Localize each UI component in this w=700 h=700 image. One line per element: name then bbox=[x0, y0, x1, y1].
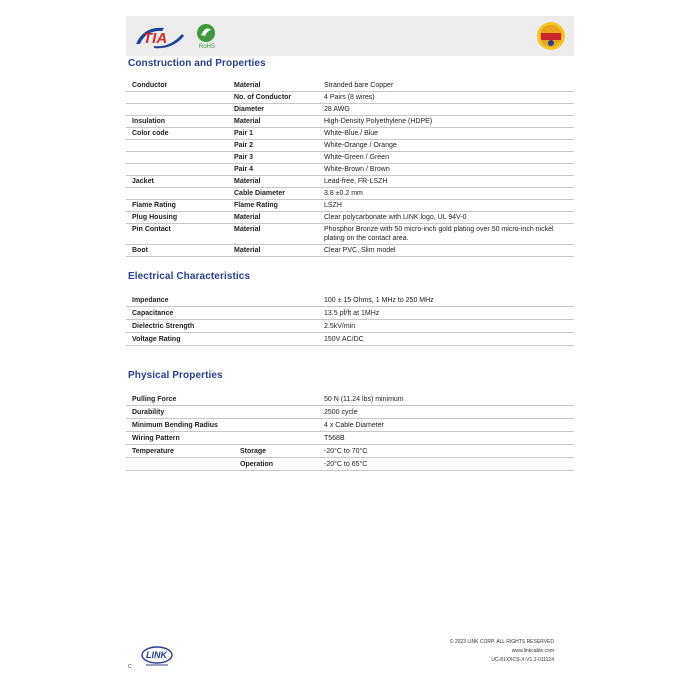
physical-title: Physical Properties bbox=[128, 370, 223, 381]
table-row bbox=[126, 393, 574, 406]
link-logo bbox=[140, 644, 174, 670]
footer-copyright-block bbox=[450, 638, 554, 665]
property-label: Pin Contact bbox=[132, 226, 171, 233]
sub-property-label: Pair 2 bbox=[234, 142, 254, 149]
table-row bbox=[126, 333, 574, 346]
table-row bbox=[126, 152, 574, 164]
datasheet-page bbox=[126, 16, 574, 684]
table-row bbox=[126, 245, 574, 257]
tia-logo bbox=[134, 22, 186, 50]
property-value: White-Orange / Orange bbox=[324, 142, 397, 149]
property-label: Plug Housing bbox=[132, 214, 178, 221]
property-label: Impedance bbox=[132, 297, 169, 304]
table-row bbox=[126, 188, 574, 200]
property-label: Capacitance bbox=[132, 310, 174, 317]
property-value: 3.8 ±0.2 mm bbox=[324, 190, 363, 197]
property-label: Voltage Rating bbox=[132, 336, 181, 343]
sub-property-label: Pair 1 bbox=[234, 130, 254, 137]
sub-property-label: Material bbox=[234, 118, 261, 125]
rohs-logo bbox=[194, 22, 218, 50]
table-row bbox=[126, 445, 574, 458]
sub-property-label: Material bbox=[234, 178, 261, 185]
property-value: 4 x Cable Diameter bbox=[324, 422, 384, 429]
property-value: Clear polycarbonate with LINK logo, UL 94V-0 bbox=[324, 214, 467, 221]
property-label: Conductor bbox=[132, 82, 168, 89]
link-badge bbox=[536, 21, 566, 51]
table-row bbox=[126, 176, 574, 188]
sub-property-label: Flame Rating bbox=[234, 202, 278, 209]
property-label: Dielectric Strength bbox=[132, 323, 195, 330]
document-code: UC-81XXCS-X-V1.1-011124 bbox=[491, 657, 554, 663]
table-row bbox=[126, 432, 574, 445]
sub-property-label: Diameter bbox=[234, 106, 264, 113]
property-value: 100 ± 15 Ohms, 1 MHz to 250 MHz bbox=[324, 297, 434, 304]
website-text: www.linkcable.com bbox=[511, 648, 554, 654]
property-value: White-Blue / Blue bbox=[324, 130, 379, 137]
electrical-title: Electrical Characteristics bbox=[128, 271, 251, 282]
property-value: 4 Pairs (8 wires) bbox=[324, 94, 375, 101]
copyright-text: © 2023 LINK CORP. ALL RIGHTS RESERVED bbox=[449, 639, 554, 645]
table-row bbox=[126, 307, 574, 320]
table-row bbox=[126, 128, 574, 140]
property-value: LSZH bbox=[324, 202, 342, 209]
property-label: Boot bbox=[132, 247, 148, 254]
table-row bbox=[126, 104, 574, 116]
construction-table bbox=[126, 80, 574, 257]
property-value: Stranded bare Copper bbox=[324, 82, 394, 89]
svg-text:RoHS: RoHS bbox=[199, 44, 216, 50]
property-value: 28 AWG bbox=[324, 106, 350, 113]
sub-property-label: Storage bbox=[240, 448, 267, 455]
property-value: 50 N (11.24 lbs) minimum bbox=[324, 396, 404, 403]
property-label: Durability bbox=[132, 409, 165, 416]
sub-property-label: Material bbox=[234, 247, 261, 254]
property-label: Pulling Force bbox=[132, 396, 177, 403]
property-label: Minimum Bending Radius bbox=[132, 422, 218, 429]
sub-property-label: Operation bbox=[240, 461, 274, 468]
property-value: 2.5kV/min bbox=[324, 323, 356, 330]
table-row bbox=[126, 406, 574, 419]
svg-text:TIA: TIA bbox=[143, 30, 168, 47]
property-label: Jacket bbox=[132, 178, 154, 185]
electrical-table bbox=[126, 294, 574, 346]
svg-text:LINK: LINK bbox=[146, 650, 167, 660]
sub-property-label: Pair 4 bbox=[234, 166, 254, 173]
property-value: -20°C to 65°C bbox=[324, 461, 368, 468]
property-value: High-Density Polyethylene (HDPE) bbox=[324, 118, 433, 125]
sub-property-label: No. of Conductor bbox=[234, 94, 292, 101]
property-value: White-Brown / Brown bbox=[324, 166, 390, 173]
table-row bbox=[126, 294, 574, 307]
property-label: Flame Rating bbox=[132, 202, 176, 209]
table-row bbox=[126, 419, 574, 432]
physical-table bbox=[126, 393, 574, 471]
table-row bbox=[126, 116, 574, 128]
table-row bbox=[126, 80, 574, 92]
construction-title: Construction and Properties bbox=[128, 58, 266, 69]
table-row bbox=[126, 458, 574, 471]
table-row bbox=[126, 320, 574, 333]
property-label: Temperature bbox=[132, 448, 174, 455]
property-label: Wiring Pattern bbox=[132, 435, 180, 442]
table-row bbox=[126, 164, 574, 176]
property-value: Lead-free, FR-LSZH bbox=[324, 178, 388, 185]
property-value: 2500 cycle bbox=[324, 409, 358, 416]
property-value: Phosphor Bronze with 50 micro-inch gold plating over 50 micro-inch nickel plating on the contact area. bbox=[324, 226, 554, 242]
property-value: White-Green / Green bbox=[324, 154, 389, 161]
property-label: Color code bbox=[132, 130, 169, 137]
table-row bbox=[126, 200, 574, 212]
header-band bbox=[126, 16, 574, 56]
sub-property-label: Material bbox=[234, 214, 261, 221]
sub-property-label: Cable Diameter bbox=[234, 190, 285, 197]
sub-property-label: Pair 3 bbox=[234, 154, 254, 161]
table-row bbox=[126, 140, 574, 152]
property-value: Clear PVC, Slim model bbox=[324, 247, 396, 254]
property-value: -20°C to 70°C bbox=[324, 448, 368, 455]
table-row bbox=[126, 212, 574, 224]
property-value: T568B bbox=[324, 435, 345, 442]
property-value: 150V AC/DC bbox=[324, 336, 364, 343]
property-value: 13.5 pf/ft at 1MHz bbox=[324, 310, 380, 317]
table-row bbox=[126, 224, 574, 245]
table-row bbox=[126, 92, 574, 104]
sub-property-label: Material bbox=[234, 226, 261, 233]
page-marker: C bbox=[128, 664, 132, 670]
property-label: Insulation bbox=[132, 118, 166, 125]
sub-property-label: Material bbox=[234, 82, 261, 89]
